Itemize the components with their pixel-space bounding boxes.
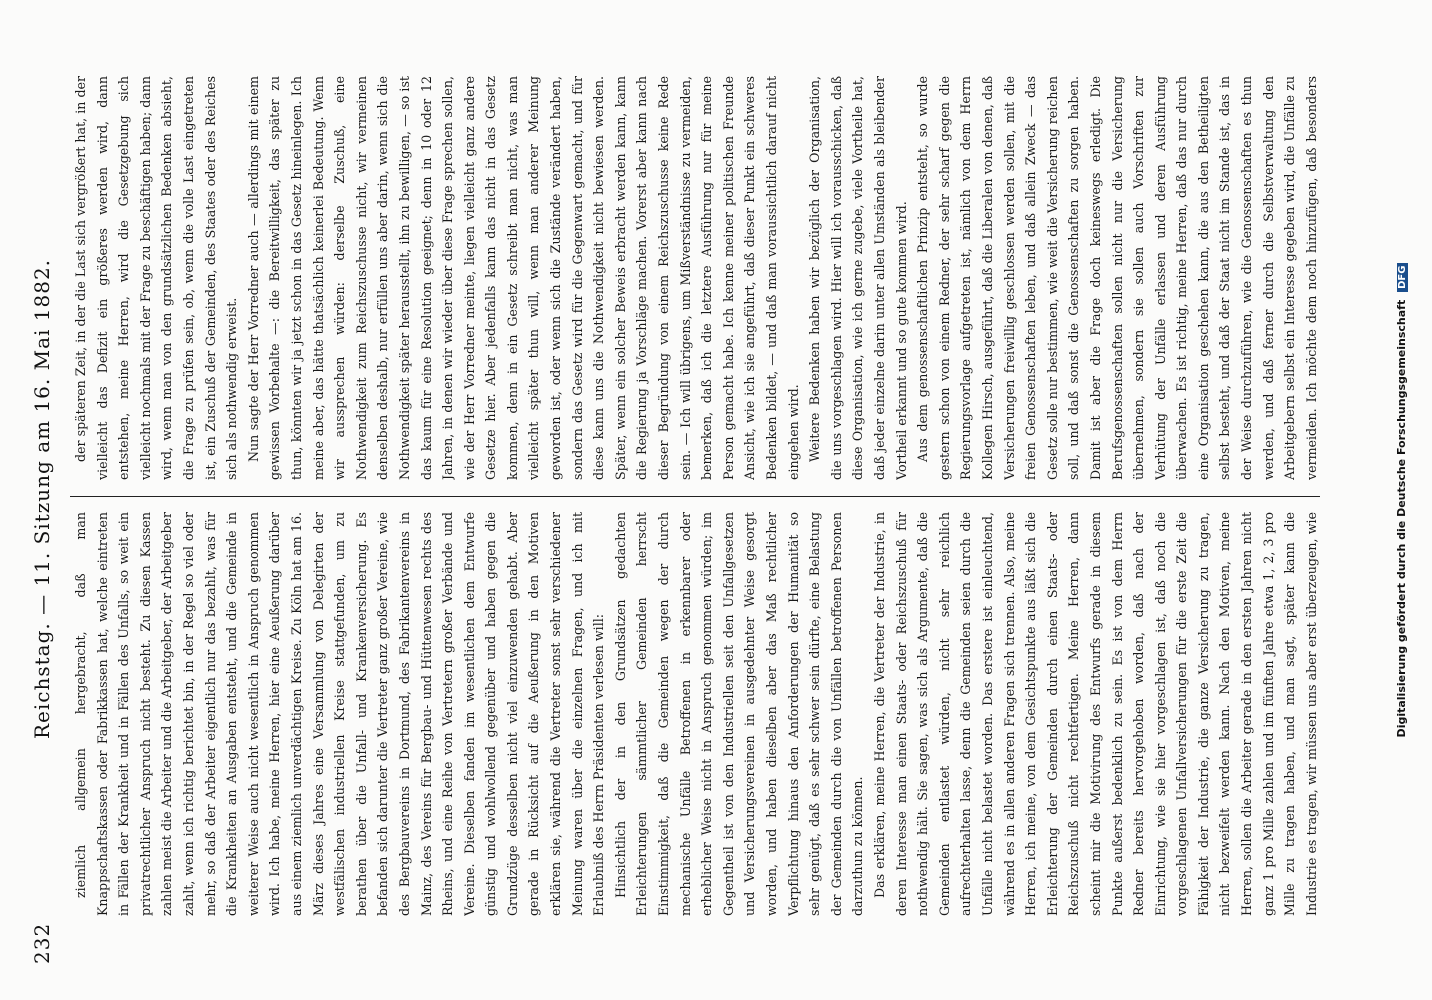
right-column (70, 76, 1320, 480)
page-header (30, 34, 60, 964)
page-number: 232 (30, 922, 54, 964)
paragraph: Hinsichtlich der in den Grundsätzen gedachten Erleichterungen sämmtlicher Gemeinden herrscht Einstimmigkeit, daß die Gemeinden wegen der durch mechanische Unfälle Betroffenen in erkennbarer oder erheblicher Weise nicht in Anspruch genommen würden; im Gegentheil ist von den Industriellen seit den Unfallgesetzen und Versicherungsvereinen in ausgedehnter Weise gesorgt worden, und haben dieselben aber das Maß rechtlicher Verpflichtung hinaus den Anforderungen der Humanität so sehr genügt, daß es sehr schwer sein dürfte, eine Belastung der Gemeinden durch die von Unfällen betroffenen Personen darzuthun zu können. (612, 512, 866, 916)
left-column (70, 512, 1320, 916)
running-head: Reichstag. — 11. Sitzung am 16. Mai 1882. (30, 258, 54, 740)
paragraph: Nun sagte der Herr Vorredner auch — allerdings mit einem gewissen Vorbehalte —: die Bereitwilligkeit, das später zu thun, könnten wir ja jetzt schon in das Gesetz hineinlegen. Ich meine aber, das hätte thatsächlich keinerlei Bedeutung. Wenn wir aussprechen würden: derselbe Zuschuß, eine Nothwendigkeit zum Reichszuschusse nicht, wir vermeinen denselben deshalb, nur erfüllen uns aber darin, wenn sich die Nothwendigkeit später herausstellt, ihn zu bewilligen, — so ist das kaum für eine Resolution geeignet; denn in 10 oder 12 Jahren, in denen wir wieder über diese Frage sprechen sollen, wie der Herr Vorredner meinte, liegen vielleicht ganz andere Gesetze hier. Aber jedenfalls kann das nicht in das Gesetz kommen, denn in ein Gesetz schreibt man nicht, was man vielleicht später thun will, wenn man anderer Meinung geworden ist, oder wenn sich die Zustände verändert haben, sondern das Gesetz wird für die Gegenwart gemacht, und für diese kann uns die Nothwendigkeit nicht bewiesen werden. Später, wenn ein solcher Beweis erbracht werden kann, kann die Regierung ja Vorschläge machen. Vorerst aber kann nach dieser Begründung von einem Reichszuschusse keine Rede sein. — Ich will übrigens, um Mißverständnisse zu vermeiden, bemerken, daß ich die letztere Ausführung nur für meine Person gemacht habe. Ich kenne meiner politischen Freunde Ansicht, wie ich sie angeführt, daß dieser Punkt ein schweres Bedenken bildet, — und daß man voraussichtlich darauf nicht eingehen wird. (245, 76, 801, 480)
paragraph: der späteren Zeit, in der die Last sich vergrößert hat, in der vielleicht das Defizit ein größeres werden wird, dann entstehen, meine Herren, wird die Gesetzgebung sich vielleicht nochmals mit der Frage zu beschäftigen haben; dann wird, wenn man von den grundsätzlichen Bedenken absieht, die Frage zu prüfen sein, ob, wenn die volle Last eingetreten ist, ein Zuschuß der Gemeinden, des Staates oder des Reiches sich als nothwendig erweist. (73, 76, 240, 480)
paragraph: Das erklären, meine Herren, die Vertreter der Industrie, in deren Interesse man einen Staats- oder Reichszuschuß für nothwendig hält. Sie sagen, was sich als Argumente, daß die Gemeinden entlastet würden, nicht sehr reichlich aufrechterhalten lasse, denn die Gemeinden seien durch die Unfälle nicht belastet worden. Das erstere ist einleuchtend, während es in allen anderen Fragen sich trennen. Also, meine Herren, ich meine, von dem Gesichtspunkte aus läßt sich die Erleichterung der Gemeinden durch einen Staats- oder Reichszuschuß nicht rechtfertigen. Meine Herren, dann scheint mir die Motivirung des Entwurfs gerade in diesem Punkte außerst bedenklich zu sein. Es ist von dem Herrn Redner bereits hervorgehoben worden, daß nach der Einrichtung, wie sie hier vorgeschlagen ist, daß noch die vorgeschlagenen Unfallversicherungen für die erste Zeit die Fähigkeit der Industrie, die ganze Versicherung zu tragen, nicht bezweifelt werden kann. Nach den Motiven, meine Herren, sollen die Arbeiter gerade in den ersten Jahren nicht ganz 1 pro Mille zahlen und im fünften Jahre etwa 1, 2, 3 pro Mille zu tragen haben, und man sagt, später kann die Industrie es tragen, wir müssen uns aber erst überzeugen, wie (871, 512, 1319, 916)
paragraph: Weitere Bedenken haben wir bezüglich der Organisation, die uns vorgeschlagen wird. Hier will ich vorausschicken, daß diese Organisation, wie ich gerne zugebe, viele Vortheile hat, daß jeder einzelne darin unter allen Umständen als bleibender Vortheil erkannt und so gute kommen wird. (807, 76, 909, 480)
credit-text: Digitalisierung gefördert durch die Deutsche Forschungsgemeinschaft (1395, 299, 1408, 738)
digitization-credit (1395, 0, 1408, 1000)
column-divider (70, 496, 1320, 497)
paragraph: ziemlich allgemein hergebracht, daß man Knappschaftskassen oder Fabrikkassen hat, welche eintreten in Fällen der Krankheit und in Fällen des Unfalls, so weit ein privatrechtlicher Anspruch nicht besteht. Zu diesen Kassen zahlen meist die Arbeiter und die Arbeitgeber, der Arbeitgeber zahlt, wenn ich richtig berichtet bin, in der Regel so viel oder mehr, so daß der Arbeiter eigentlich nur das bezahlt, was für die Krankheiten an Ausgaben entsteht, und die Gemeinde in weiterer Weise auch nicht wesentlich in Anspruch genommen wird. Ich habe, meine Herren, hier eine Aeußerung darüber aus einem ziemlich unverdächtigen Kreise. Zu Köln hat am 16. März dieses Jahres eine Versammlung von Delegirten der westfälischen industriellen Kreise stattgefunden, um zu berathen über die Unfall- und Krankenversicherung. Es befanden sich darunter die Vertreter ganz großer Vereine, wie des Bergbauvereins in Dortmund, des Fabrikantenvereins in Mainz, des Vereins für Bergbau- und Hüttenwesen rechts des Rheins, und eine Reihe von Vertretern großer Verbände und Vereine. Dieselben fanden im wesentlichen dem Entwurfe günstig und wohlwollend gegenüber und haben gegen die Grundzüge desselben nicht viel einzuwenden gehabt. Aber gerade in Rücksicht auf die Aeußerung in den Motiven erklären sie, während die Vertreter sonst sehr verschiedener Meinung waren über die einzelnen Fragen, und ich mit Erlaubniß des Herrn Präsidenten verlesen will: (73, 512, 607, 916)
dfg-logo: DFG (1397, 263, 1408, 292)
paragraph: Aus dem genossenschaftlichen Prinzip entsteht, so wurde gestern schon von einem Redner, der sehr scharf gegen die Regierungsvorlage aufgetreten ist, nämlich von dem Herrn Kollegen Hirsch, ausgeführt, daß die Liberalen von denen, daß Versicherungen freiwillig geschlossen werden sollen, mit die freien Genossenschaften leben, und daß allein Zweck — das Gesetz solle nur bestimmen, wie weit die Versicherung reichen soll, und daß sonst die Genossenschaften zu sorgen haben. Damit ist aber die Frage doch keineswegs erledigt. Die Berufsgenossenschaften sollen nicht nur die Versicherung übernehmen, sondern sie sollen auch Vorschriften zur Verhütung der Unfälle erlassen und deren Ausführung überwachen. Es ist richtig, meine Herren, daß das nur durch eine Organisation geschehen kann, die aus den Betheiligten selbst besteht, und daß der Staat nicht im Stande ist, das in der Weise durchzuführen, wie die Genossenschaften es thun werden, und daß ferner durch die Selbstverwaltung den Arbeitgebern selbst ein Interesse gegeben wird, die Unfälle zu vermeiden. Ich möchte dem noch hinzufügen, daß besonders (915, 76, 1319, 480)
